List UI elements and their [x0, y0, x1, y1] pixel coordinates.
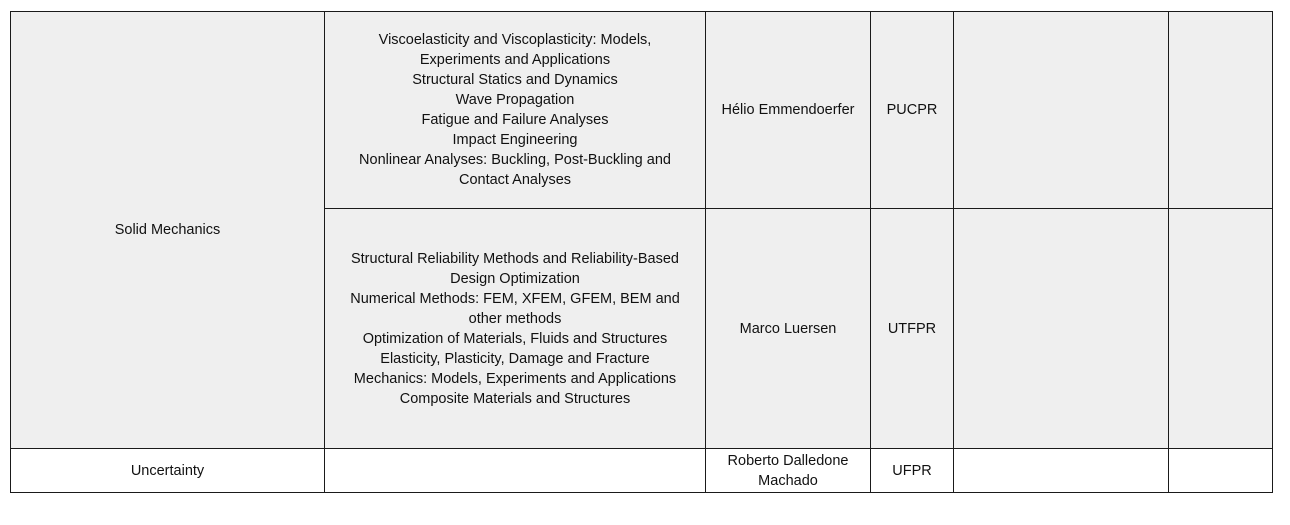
- topic-line: Experiments and Applications: [419, 52, 611, 68]
- topic-line: Viscoelasticity and Viscoplasticity: Models,: [378, 32, 652, 48]
- empty-cell: [1169, 449, 1273, 493]
- institution-cell: [871, 449, 954, 493]
- topics-cell: [325, 449, 706, 493]
- empty-cell: [1169, 12, 1273, 209]
- coordinator-name: Marco Luersen: [739, 320, 837, 337]
- topic-line: other methods: [468, 310, 562, 327]
- topics-cell: [325, 12, 706, 209]
- institution-name: PUCPR: [886, 102, 938, 118]
- coordinator-cell: [706, 12, 871, 209]
- topic-line: Mechanics: Models, Experiments and Applications: [353, 370, 677, 387]
- institution-name: UFPR: [892, 462, 932, 479]
- topic-line: Elasticity, Plasticity, Damage and Fracture: [380, 350, 650, 367]
- institution-name: UTFPR: [887, 320, 937, 337]
- topic-line: Structural Reliability Methods and Reliability-Based: [350, 250, 679, 267]
- table-row: [11, 449, 1273, 493]
- coordinator-cell: [706, 449, 871, 493]
- area-cell-solid-mechanics: [11, 12, 325, 449]
- topic-line: Numerical Methods: FEM, XFEM, GFEM, BEM and: [350, 290, 680, 307]
- topic-line: Contact Analyses: [458, 172, 572, 188]
- institution-cell: [871, 209, 954, 449]
- coordinator-name: Roberto Dalledone Machado: [727, 452, 849, 489]
- topic-line: Optimization of Materials, Fluids and Structures: [362, 330, 668, 347]
- empty-cell: [954, 449, 1169, 493]
- topics-table: [10, 11, 1273, 493]
- table-row: [11, 12, 1273, 209]
- topic-line: Structural Statics and Dynamics: [412, 72, 618, 88]
- area-cell-uncertainty: [11, 449, 325, 493]
- topic-line: Composite Materials and Structures: [399, 390, 631, 407]
- empty-cell: [954, 12, 1169, 209]
- topics-cell: [325, 209, 706, 449]
- topic-line: Design Optimization: [450, 270, 580, 287]
- empty-cell: [1169, 209, 1273, 449]
- topic-line: Fatigue and Failure Analyses: [421, 112, 609, 128]
- area-label: Solid Mechanics: [114, 222, 221, 238]
- institution-cell: [871, 12, 954, 209]
- topic-line: Impact Engineering: [452, 132, 578, 148]
- topic-line: Nonlinear Analyses: Buckling, Post-Buckling and: [359, 152, 671, 168]
- coordinator-name: Hélio Emmendoerfer: [721, 102, 855, 118]
- empty-cell: [954, 209, 1169, 449]
- coordinator-cell: [706, 209, 871, 449]
- area-label: Uncertainty: [130, 462, 205, 479]
- topic-line: Wave Propagation: [455, 92, 575, 108]
